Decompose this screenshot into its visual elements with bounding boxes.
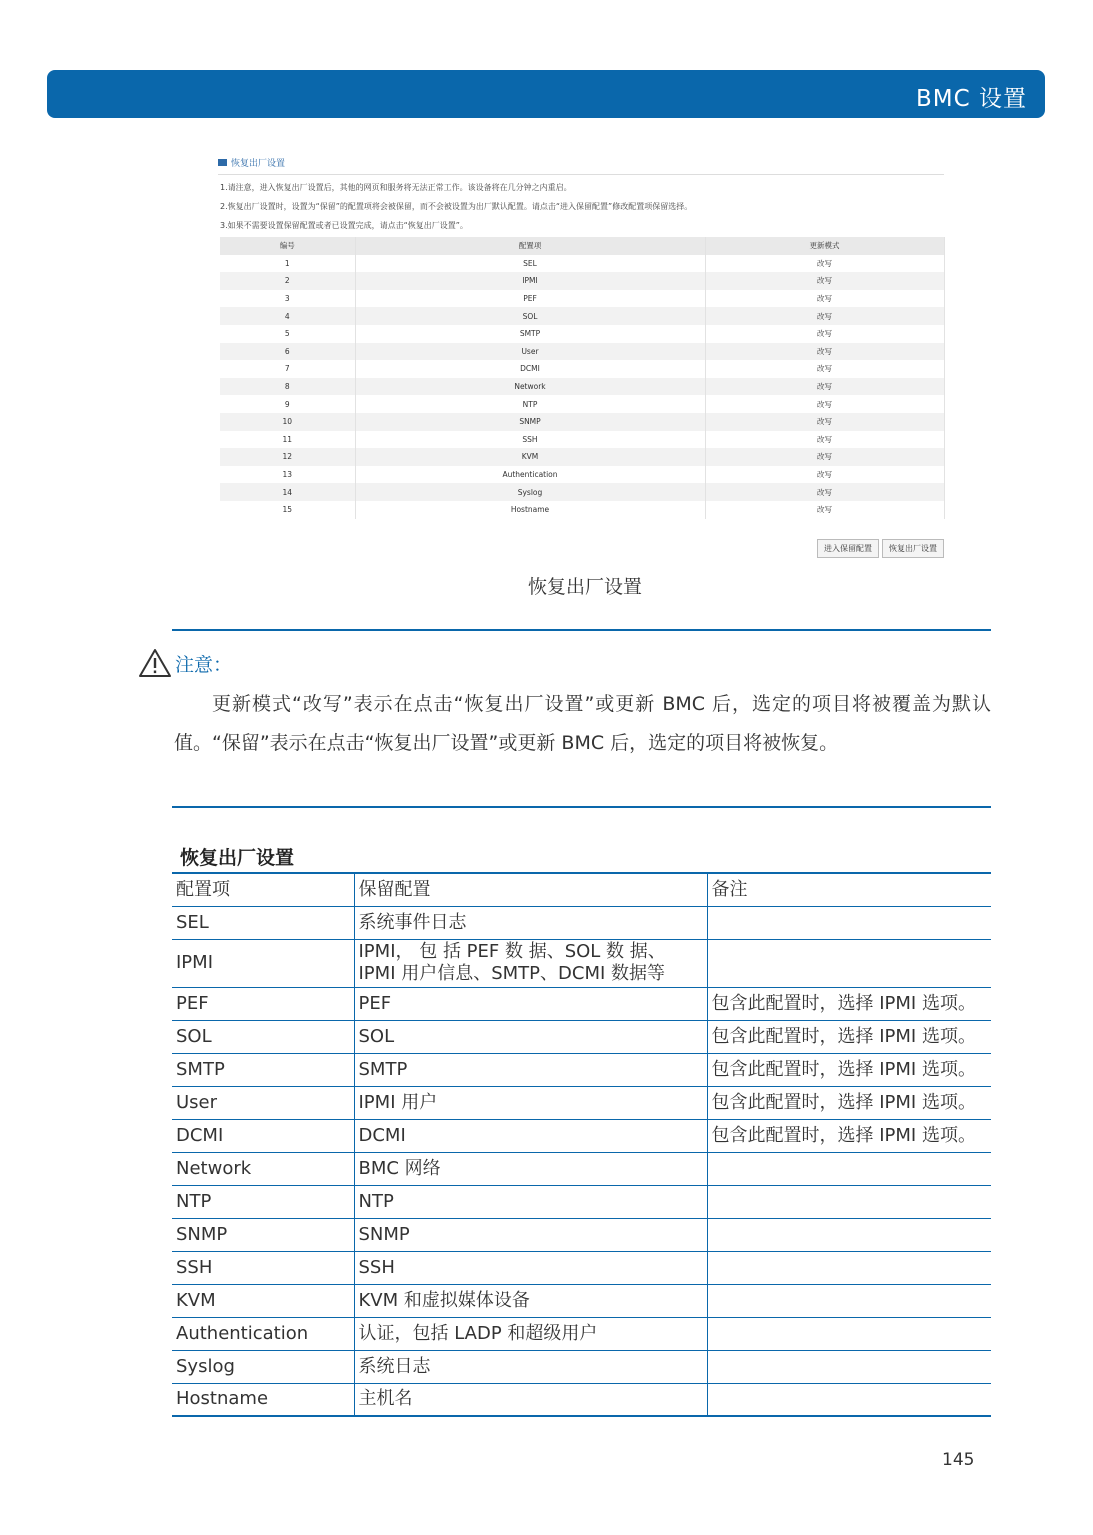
screenshot-table-cell: 4	[220, 307, 355, 325]
screenshot-table-cell: Authentication	[355, 466, 705, 484]
table-header-row	[172, 873, 991, 906]
table-cell: SNMP	[172, 1218, 354, 1251]
screenshot-note-3: 3.如果不需要设置保留配置或者已设置完成，请点击“恢复出厂设置”。	[220, 221, 468, 230]
screenshot-table-row	[220, 395, 944, 413]
screenshot-table-cell: 6	[220, 343, 355, 361]
notice-bottom-rule	[172, 806, 991, 808]
chapter-title: BMC 设置	[916, 86, 1027, 112]
table-row	[172, 939, 991, 987]
table-cell: KVM 和虚拟媒体设备	[354, 1284, 707, 1317]
table-cell	[707, 1185, 991, 1218]
screenshot-table-cell: 改写	[705, 290, 944, 308]
table-cell: DCMI	[354, 1119, 707, 1152]
table-row	[172, 1251, 991, 1284]
restore-factory-button[interactable]: 恢复出厂设置	[882, 539, 944, 558]
table-row	[172, 1185, 991, 1218]
table-cell: PEF	[354, 987, 707, 1020]
table-cell	[707, 939, 991, 987]
screenshot-table-cell: KVM	[355, 448, 705, 466]
table-cell: SNMP	[354, 1218, 707, 1251]
table-row	[172, 1350, 991, 1383]
screenshot-table-row	[220, 431, 944, 449]
table-cell: 包含此配置时，选择 IPMI 选项。	[707, 1119, 991, 1152]
screenshot-table-cell: 14	[220, 483, 355, 501]
table-cell	[707, 906, 991, 939]
table-cell: SOL	[354, 1020, 707, 1053]
screenshot-table-row	[220, 272, 944, 290]
table-cell: DCMI	[172, 1119, 354, 1152]
screenshot-title-text: 恢复出厂设置	[231, 159, 286, 169]
screenshot-table-cell: 改写	[705, 272, 944, 290]
screenshot-note-2: 2.恢复出厂设置时，设置为“保留”的配置项将会被保留，而不会被设置为出厂默认配置。请点击“进入保留配置”修改配置项保留选择。	[220, 202, 693, 211]
screenshot-table-row	[220, 255, 944, 273]
figure-caption: 恢复出厂设置	[527, 576, 642, 598]
screenshot-table-row	[220, 360, 944, 378]
screenshot-table-row	[220, 501, 944, 519]
table-header-cell: 配置项	[172, 873, 354, 906]
notice-heading	[138, 648, 232, 678]
table-cell: SOL	[172, 1020, 354, 1053]
table-cell: NTP	[172, 1185, 354, 1218]
table-cell: 包含此配置时，选择 IPMI 选项。	[707, 1053, 991, 1086]
screenshot-table-cell: 5	[220, 325, 355, 343]
enter-retain-config-button[interactable]: 进入保留配置	[817, 539, 879, 558]
notice-text: 更新模式“改写”表示在点击“恢复出厂设置”或更新 BMC 后，选定的项目将被覆盖为默认值。“保留”表示在点击“恢复出厂设置”或更新 BMC 后，选定的项目将被恢复。	[174, 693, 991, 754]
table-cell	[707, 1350, 991, 1383]
table-cell: IPMI， 包 括 PEF 数 据、SOL 数 据、IPMI 用户信息、SMTP、DCMI 数据等	[354, 939, 707, 987]
screenshot-table-cell: 改写	[705, 343, 944, 361]
screenshot-title	[218, 156, 285, 169]
table-cell: 认证，包括 LADP 和超级用户	[354, 1317, 707, 1350]
table-cell: SMTP	[354, 1053, 707, 1086]
screenshot-table-row	[220, 378, 944, 396]
page-number: 145	[942, 1450, 975, 1470]
screenshot-table-cell: 1	[220, 255, 355, 273]
screenshot-table-cell: 改写	[705, 483, 944, 501]
table-title: 恢复出厂设置	[180, 847, 295, 869]
screenshot-table-cell: SNMP	[355, 413, 705, 431]
table-cell: 主机名	[354, 1383, 707, 1416]
screenshot-table-cell: IPMI	[355, 272, 705, 290]
screenshot-table-cell: 15	[220, 501, 355, 519]
table-cell: 系统事件日志	[354, 906, 707, 939]
table-row	[172, 987, 991, 1020]
screenshot-table-cell: 改写	[705, 413, 944, 431]
screenshot-table-cell: SMTP	[355, 325, 705, 343]
screenshot-table-row	[220, 290, 944, 308]
screenshot-table-cell: User	[355, 343, 705, 361]
table-header-cell: 保留配置	[354, 873, 707, 906]
table-cell: NTP	[354, 1185, 707, 1218]
screenshot-table-row	[220, 448, 944, 466]
table-cell: 系统日志	[354, 1350, 707, 1383]
table-row	[172, 1152, 991, 1185]
table-cell: SEL	[172, 906, 354, 939]
screenshot-table-cell: SSH	[355, 431, 705, 449]
table-header-cell: 备注	[707, 873, 991, 906]
table-cell	[707, 1218, 991, 1251]
screenshot-table-cell: NTP	[355, 395, 705, 413]
retain-config-table	[172, 872, 991, 1417]
table-cell: Syslog	[172, 1350, 354, 1383]
screenshot-table-cell: 8	[220, 378, 355, 396]
table-cell: BMC 网络	[354, 1152, 707, 1185]
screenshot-table-row	[220, 343, 944, 361]
screenshot-note-1: 1.请注意，进入恢复出厂设置后，其他的网页和服务将无法正常工作。该设备将在几分钟之内重启。	[220, 183, 572, 192]
screenshot-table-cell: 9	[220, 395, 355, 413]
screenshot-column-header: 编号	[220, 237, 355, 255]
screenshot-table-cell: 改写	[705, 325, 944, 343]
table-cell: IPMI 用户	[354, 1086, 707, 1119]
screenshot-table-cell: 改写	[705, 255, 944, 273]
table-row	[172, 1119, 991, 1152]
screenshot-column-header: 更新模式	[705, 237, 944, 255]
table-cell: 包含此配置时，选择 IPMI 选项。	[707, 987, 991, 1020]
table-cell	[707, 1317, 991, 1350]
table-cell	[707, 1284, 991, 1317]
screenshot-table-cell: PEF	[355, 290, 705, 308]
screenshot-column-header: 配置项	[355, 237, 705, 255]
embedded-screenshot	[218, 150, 946, 562]
table-row	[172, 1020, 991, 1053]
screenshot-table-row	[220, 325, 944, 343]
warning-icon	[138, 648, 172, 678]
table-cell: IPMI	[172, 939, 354, 987]
table-row	[172, 1053, 991, 1086]
table-row	[172, 906, 991, 939]
screenshot-table-cell: 改写	[705, 378, 944, 396]
table-row	[172, 1317, 991, 1350]
screenshot-table-cell: 2	[220, 272, 355, 290]
screenshot-table-cell: SEL	[355, 255, 705, 273]
table-cell: Network	[172, 1152, 354, 1185]
notice-label: 注意：	[175, 653, 233, 676]
screenshot-config-table	[220, 237, 945, 519]
screenshot-table-cell: 13	[220, 466, 355, 484]
screenshot-table-cell: Hostname	[355, 501, 705, 519]
table-row	[172, 1086, 991, 1119]
notice-top-rule	[172, 629, 991, 631]
screenshot-table-cell: DCMI	[355, 360, 705, 378]
screenshot-divider	[218, 174, 944, 175]
screenshot-table-cell: 改写	[705, 395, 944, 413]
screenshot-table-cell: 改写	[705, 360, 944, 378]
screenshot-table-row	[220, 466, 944, 484]
table-cell: SMTP	[172, 1053, 354, 1086]
screenshot-table-cell: 改写	[705, 501, 944, 519]
table-cell: User	[172, 1086, 354, 1119]
section-icon	[218, 159, 227, 166]
screenshot-table-cell: Network	[355, 378, 705, 396]
screenshot-table-row	[220, 307, 944, 325]
table-cell: KVM	[172, 1284, 354, 1317]
screenshot-table-cell: 11	[220, 431, 355, 449]
screenshot-table-cell: 改写	[705, 448, 944, 466]
screenshot-table-cell: 3	[220, 290, 355, 308]
chapter-header-bar	[47, 70, 1045, 118]
table-cell	[707, 1251, 991, 1284]
screenshot-table-cell: SOL	[355, 307, 705, 325]
table-cell: 包含此配置时，选择 IPMI 选项。	[707, 1020, 991, 1053]
screenshot-table-cell: 改写	[705, 466, 944, 484]
screenshot-table-row	[220, 413, 944, 431]
screenshot-table-cell: 7	[220, 360, 355, 378]
table-row	[172, 1284, 991, 1317]
table-cell: SSH	[172, 1251, 354, 1284]
table-row	[172, 1218, 991, 1251]
screenshot-buttons	[817, 539, 944, 558]
table-cell: 包含此配置时，选择 IPMI 选项。	[707, 1086, 991, 1119]
table-cell: SSH	[354, 1251, 707, 1284]
screenshot-table-cell: 改写	[705, 307, 944, 325]
table-cell: Authentication	[172, 1317, 354, 1350]
screenshot-table-cell: 12	[220, 448, 355, 466]
table-cell	[707, 1383, 991, 1416]
table-row	[172, 1383, 991, 1416]
screenshot-table-cell: 改写	[705, 431, 944, 449]
table-cell: Hostname	[172, 1383, 354, 1416]
screenshot-table-cell: Syslog	[355, 483, 705, 501]
screenshot-table-cell: 10	[220, 413, 355, 431]
table-cell	[707, 1152, 991, 1185]
table-cell: PEF	[172, 987, 354, 1020]
screenshot-table-row	[220, 483, 944, 501]
